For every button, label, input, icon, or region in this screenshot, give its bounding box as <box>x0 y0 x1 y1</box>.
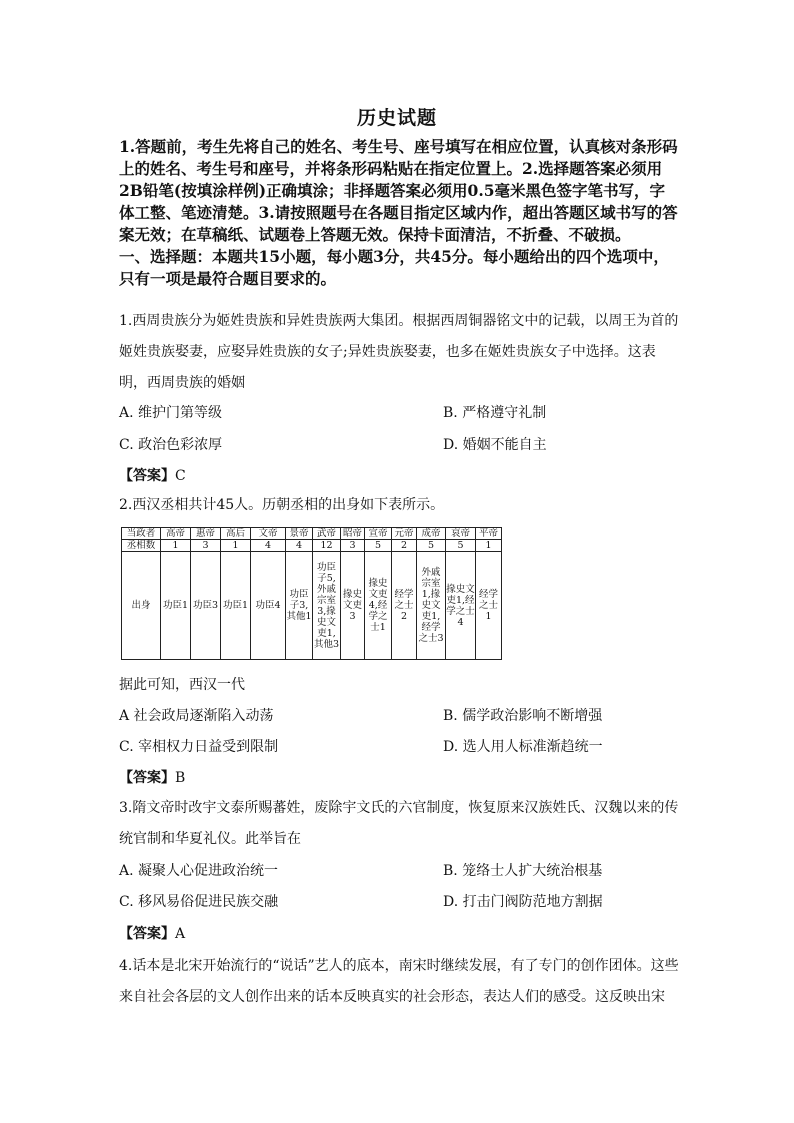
question-1-stem: 1.西周贵族分为姬姓贵族和异姓贵族两大集团。根据西周铜器铭文中的记载，以周王为首的姬姓贵族娶妻，应娶异姓贵族的女子;异姓贵族娶妻，也多在姬姓贵族女子中选择。这表明，西周贵族的婚姻 <box>119 313 679 391</box>
table-cell: 掾史文吏4,经学之士1 <box>365 552 392 660</box>
q3-option-b: B. 笼络士人扩大统治根基 <box>443 863 603 879</box>
table-cell: 12 <box>313 540 341 552</box>
table-cell: 景帝 <box>286 528 313 540</box>
q3-option-c: C. 移风易俗促进民族交融 <box>119 894 279 910</box>
q2-answer <box>119 768 185 788</box>
table-cell: 5 <box>417 540 446 552</box>
table-cell: 哀帝 <box>446 528 476 540</box>
table-cell: 元帝 <box>392 528 417 540</box>
table-cell: 2 <box>392 540 417 552</box>
q3-answer <box>119 924 185 944</box>
q2-answer-value: B <box>175 770 186 786</box>
table-cell: 功臣1 <box>221 552 251 660</box>
question-2-stem: 2.西汉丞相共计45人。历朝丞相的出身如下表所示。 <box>119 497 445 513</box>
table-cell: 4 <box>251 540 286 552</box>
q1-option-a: A. 维护门第等级 <box>119 405 223 421</box>
table-cell: 功臣子3,其他1 <box>286 552 313 660</box>
table-cell: 掾史文吏3 <box>341 552 365 660</box>
table-row <box>122 528 502 540</box>
q1-answer-value: C <box>175 468 186 484</box>
q1-option-b: B. 严格遵守礼制 <box>443 405 547 421</box>
table-cell: 武帝 <box>313 528 341 540</box>
table-cell: 功臣1 <box>161 552 191 660</box>
table-cell: 5 <box>365 540 392 552</box>
q2-option-b: B. 儒学政治影响不断增强 <box>443 708 603 724</box>
table-row <box>122 540 502 552</box>
section-heading: 一、选择题：本题共15小题，每小题3分，共45分。每小题给出的四个选项中，只有一项是最符合题目要求的。 <box>119 247 669 288</box>
q3-option-a: A. 凝聚人心促进政治统一 <box>119 863 279 879</box>
q1-option-d: D. 婚姻不能自主 <box>443 437 547 453</box>
instructions-text: 1.答题前，考生先将自己的姓名、考生号、座号填写在相应位置，认真核对条形码上的姓名、考生号和座号，并将条形码粘贴在指定位置上。2.选择题答案必须用2B铅笔(按填涂样例)正确填涂；非择题答案必须用0.5毫米黑色签字笔书写，字体工整、笔迹清楚。3.请按照题号在各题目指定区域内作，超出答题区域书写的答案无效；在草稿纸、试题卷上答题无效。保持卡面清洁，不折叠、不破损。 <box>119 137 678 244</box>
table-row <box>122 552 502 660</box>
table-cell: 3 <box>191 540 221 552</box>
table-cell: 4 <box>286 540 313 552</box>
table-cell: 丞相数 <box>122 540 161 552</box>
table-cell: 当政者 <box>122 528 161 540</box>
table-cell: 文帝 <box>251 528 286 540</box>
table-cell: 3 <box>341 540 365 552</box>
table-cell: 功臣4 <box>251 552 286 660</box>
q2-after-table: 据此可知，西汉一代 <box>119 677 245 693</box>
page-title: 历史试题 <box>356 107 437 129</box>
table-cell: 外戚宗室1,掾史文吏1,经学之士3 <box>417 552 446 660</box>
table-cell: 高后 <box>221 528 251 540</box>
table-cell: 成帝 <box>417 528 446 540</box>
q3-answer-value: A <box>175 926 186 942</box>
table-cell: 出身 <box>122 552 161 660</box>
q2-option-c: C. 宰相权力日益受到限制 <box>119 739 279 755</box>
q2-answer-label: 【答案】 <box>119 770 175 786</box>
table-cell: 掾史文吏1,经学之士4 <box>446 552 476 660</box>
q1-answer-label: 【答案】 <box>119 468 175 484</box>
table-cell: 经学之士1 <box>476 552 502 660</box>
table-cell: 1 <box>161 540 191 552</box>
table-cell: 1 <box>476 540 502 552</box>
table-cell: 昭帝 <box>341 528 365 540</box>
table-cell: 经学之士2 <box>392 552 417 660</box>
table-cell: 宣帝 <box>365 528 392 540</box>
q1-option-c: C. 政治色彩浓厚 <box>119 437 223 453</box>
table-cell: 平帝 <box>476 528 502 540</box>
instructions <box>119 136 679 290</box>
q2-option-d: D. 选人用人标准渐趋统一 <box>443 739 603 755</box>
question-3-stem: 3.隋文帝时改宇文泰所赐蕃姓，废除宇文氏的六官制度，恢复原来汉族姓氏、汉魏以来的传统官制和华夏礼仪。此举旨在 <box>119 800 679 847</box>
table-cell: 功臣子5,外戚宗室3,掾史文吏1,其他3 <box>313 552 341 660</box>
q2-option-a: A 社会政局逐渐陷入动荡 <box>119 708 274 724</box>
q3-answer-label: 【答案】 <box>119 926 175 942</box>
table-cell: 高帝 <box>161 528 191 540</box>
q1-answer <box>119 466 186 486</box>
table-cell: 5 <box>446 540 476 552</box>
table-cell: 1 <box>221 540 251 552</box>
table-cell: 功臣3 <box>191 552 221 660</box>
chancellor-table <box>121 527 502 660</box>
question-4-stem: 4.话本是北宋开始流行的“说话”艺人的底本，南宋时继续发展，有了专门的创作团体。这些来自社会各层的文人创作出来的话本反映真实的社会形态，表达人们的感受。这反映出宋 <box>119 958 679 1005</box>
table-cell: 惠帝 <box>191 528 221 540</box>
q3-option-d: D. 打击门阀防范地方割据 <box>443 894 603 910</box>
